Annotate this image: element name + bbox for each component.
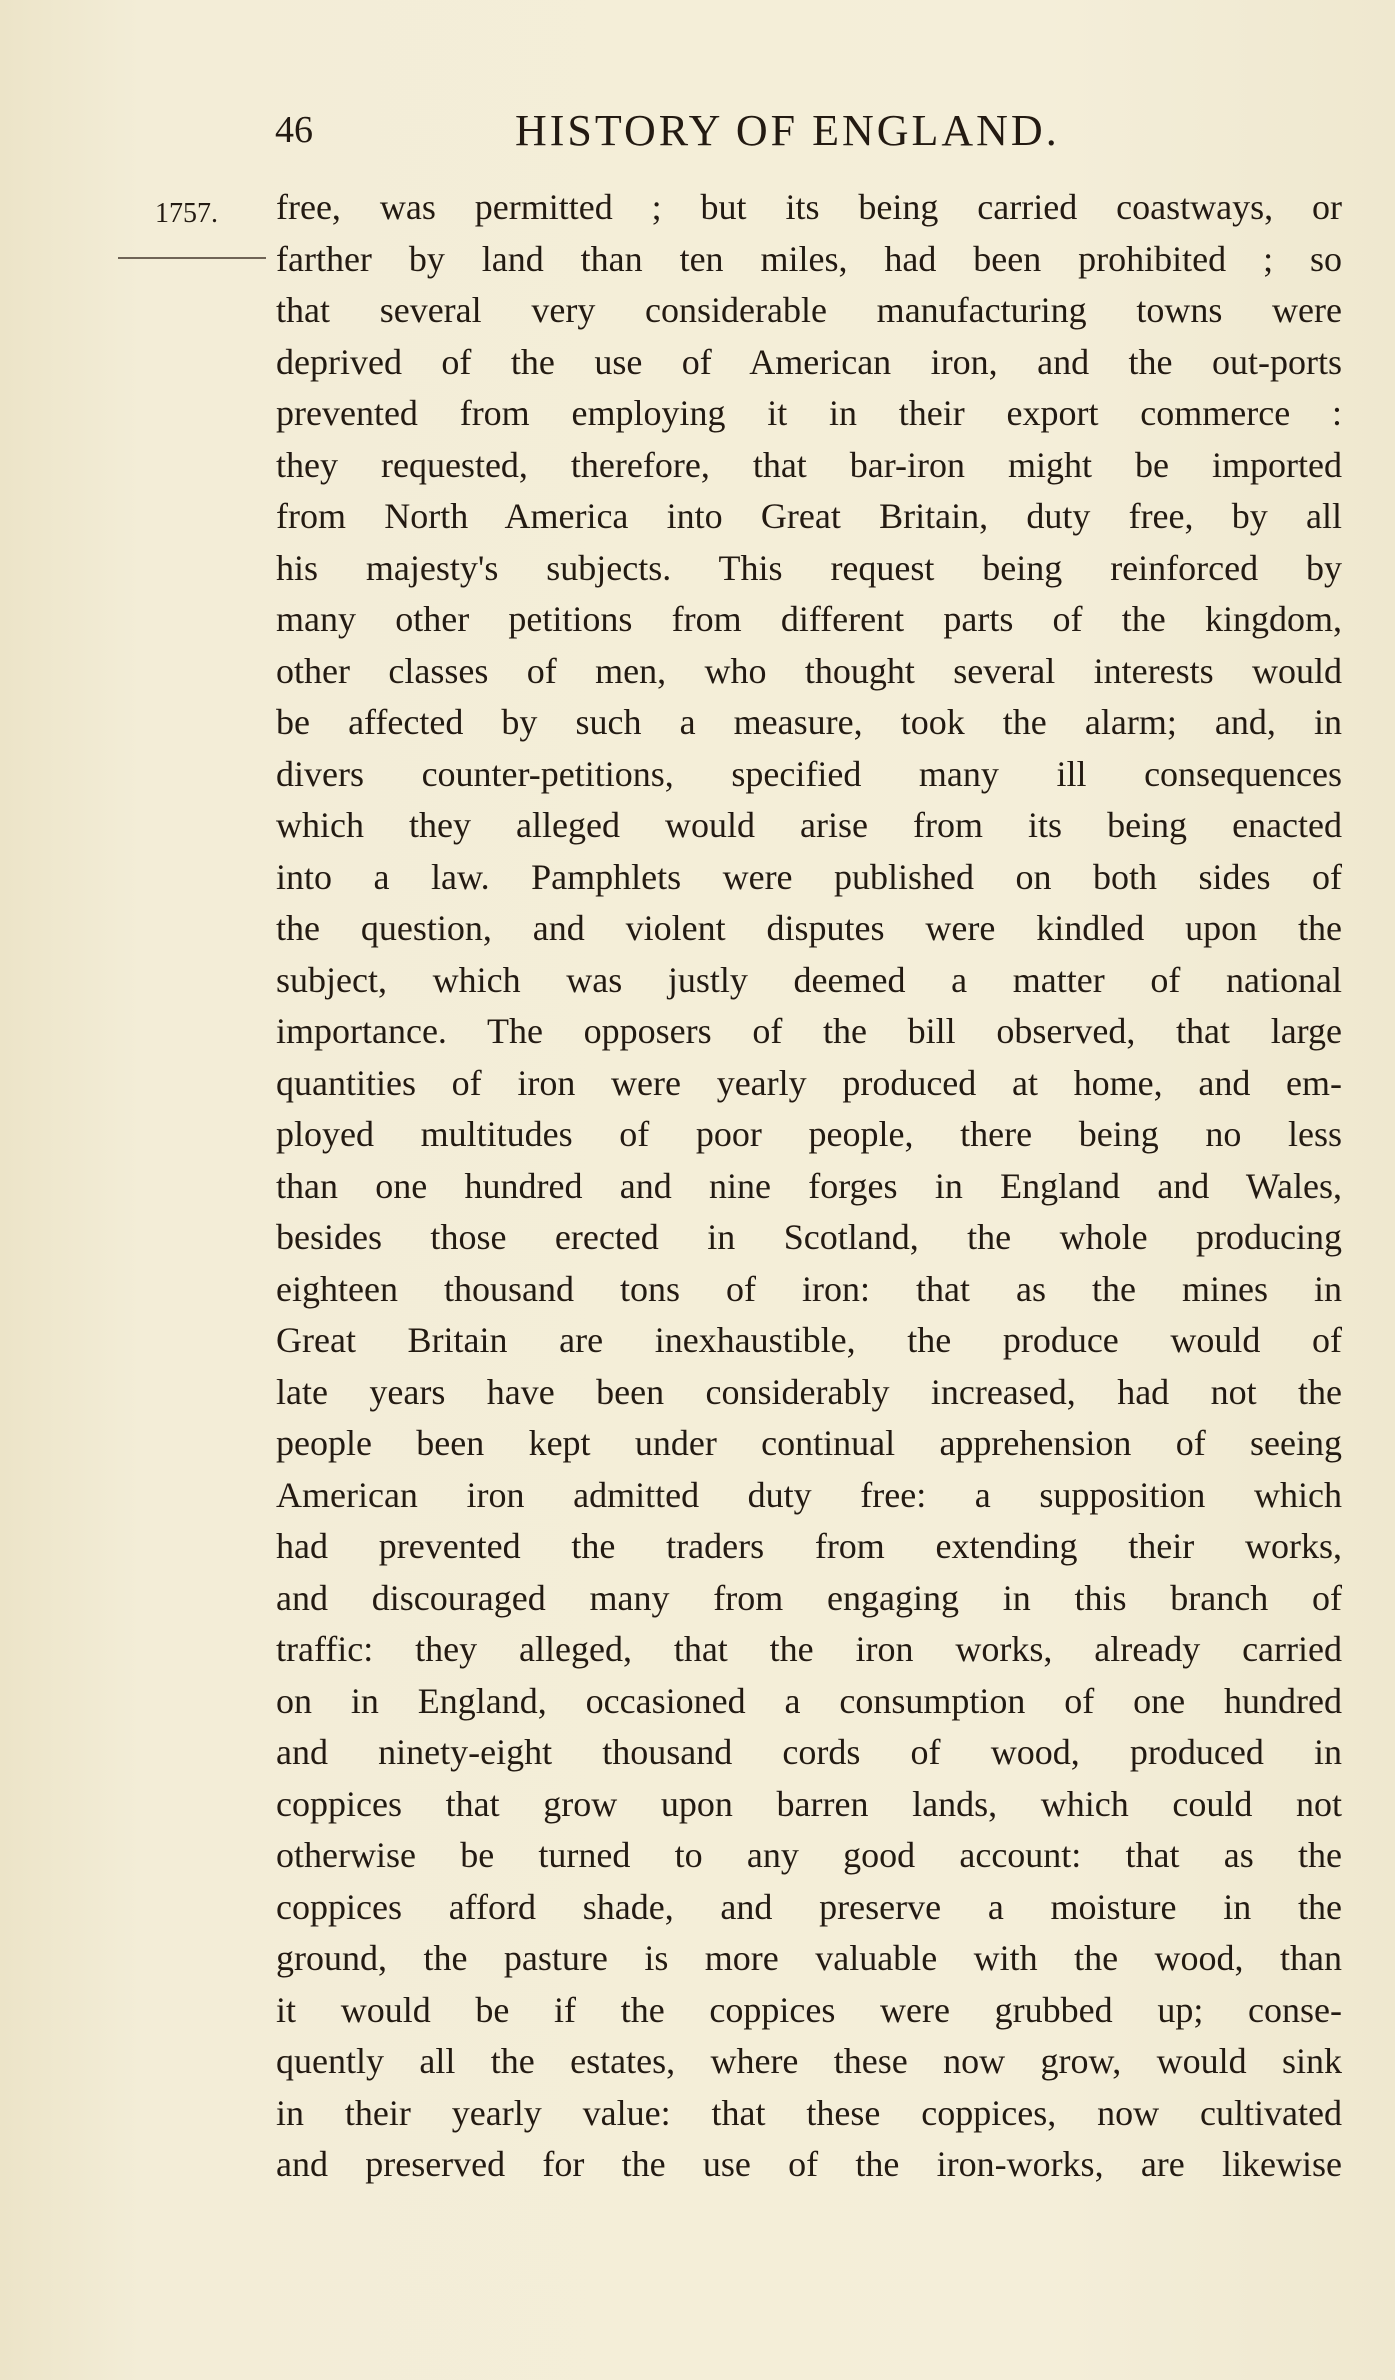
text-line: deprived of the use of American iron, and the out-ports — [276, 341, 1342, 382]
text-line: other classes of men, who thought several interests would — [276, 650, 1342, 691]
text-line: on in England, occasioned a consumption of one hundred — [276, 1680, 1342, 1721]
text-line: which they alleged would arise from its being enacted — [276, 805, 1342, 845]
text-line: farther by land than ten miles, had been prohibited ; so — [276, 238, 1342, 279]
text-line: American iron admitted duty free: a supposition which — [276, 1474, 1342, 1515]
text-line: people been kept under continual apprehension of seeing — [276, 1423, 1342, 1463]
text-line: Great Britain are inexhaustible, the produce would of — [276, 1320, 1342, 1360]
text-line: and preserved for the use of the iron-works, are likewise — [276, 2144, 1342, 2184]
text-line: coppices that grow upon barren lands, which could not — [276, 1783, 1342, 1824]
text-line: and discouraged many from engaging in this branch of — [276, 1577, 1342, 1618]
text-line: subject, which was justly deemed a matter of national — [276, 959, 1342, 1000]
text-line: had prevented the traders from extending their works, — [276, 1526, 1342, 1566]
margin-year-note: 1757. — [155, 198, 218, 229]
text-line: in their yearly value: that these coppices, now cultivated — [276, 2092, 1342, 2133]
text-line: ployed multitudes of poor people, there being no less — [276, 1114, 1342, 1154]
text-line: otherwise be turned to any good account: that as the — [276, 1835, 1342, 1875]
text-line: many other petitions from different parts of the kingdom, — [276, 599, 1342, 639]
text-line: ground, the pasture is more valuable with the wood, than — [276, 1938, 1342, 1978]
text-line: be affected by such a measure, took the alarm; and, in — [276, 702, 1342, 742]
margin-rule — [118, 257, 266, 259]
text-line: it would be if the coppices were grubbed up; conse- — [276, 1989, 1342, 2030]
text-line: free, was permitted ; but its being carried coastways, or — [276, 187, 1342, 227]
text-line: late years have been considerably increased, had not the — [276, 1371, 1342, 1412]
text-line: quantities of iron were yearly produced at home, and em- — [276, 1062, 1342, 1103]
text-line: importance. The opposers of the bill observed, that large — [276, 1011, 1342, 1051]
text-line: coppices afford shade, and preserve a moisture in the — [276, 1886, 1342, 1927]
running-head: HISTORY OF ENGLAND. — [515, 106, 1060, 155]
text-line: into a law. Pamphlets were published on both sides of — [276, 856, 1342, 897]
body-text — [276, 182, 1342, 2191]
text-line: than one hundred and nine forges in England and Wales, — [276, 1165, 1342, 1206]
text-line: and ninety-eight thousand cords of wood, produced in — [276, 1732, 1342, 1772]
text-line: besides those erected in Scotland, the whole producing — [276, 1217, 1342, 1257]
text-line: they requested, therefore, that bar-iron might be imported — [276, 444, 1342, 485]
text-line: the question, and violent disputes were kindled upon the — [276, 908, 1342, 948]
text-line: his majesty's subjects. This request being reinforced by — [276, 547, 1342, 588]
page-number: 46 — [275, 109, 313, 151]
text-line: eighteen thousand tons of iron: that as the mines in — [276, 1268, 1342, 1309]
text-line: traffic: they alleged, that the iron works, already carried — [276, 1629, 1342, 1669]
text-line: divers counter-petitions, specified many ill consequences — [276, 753, 1342, 794]
text-line: prevented from employing it in their export commerce : — [276, 393, 1342, 433]
text-line: quently all the estates, where these now grow, would sink — [276, 2041, 1342, 2081]
text-line: from North America into Great Britain, duty free, by all — [276, 496, 1342, 536]
text-line: that several very considerable manufacturing towns were — [276, 290, 1342, 330]
